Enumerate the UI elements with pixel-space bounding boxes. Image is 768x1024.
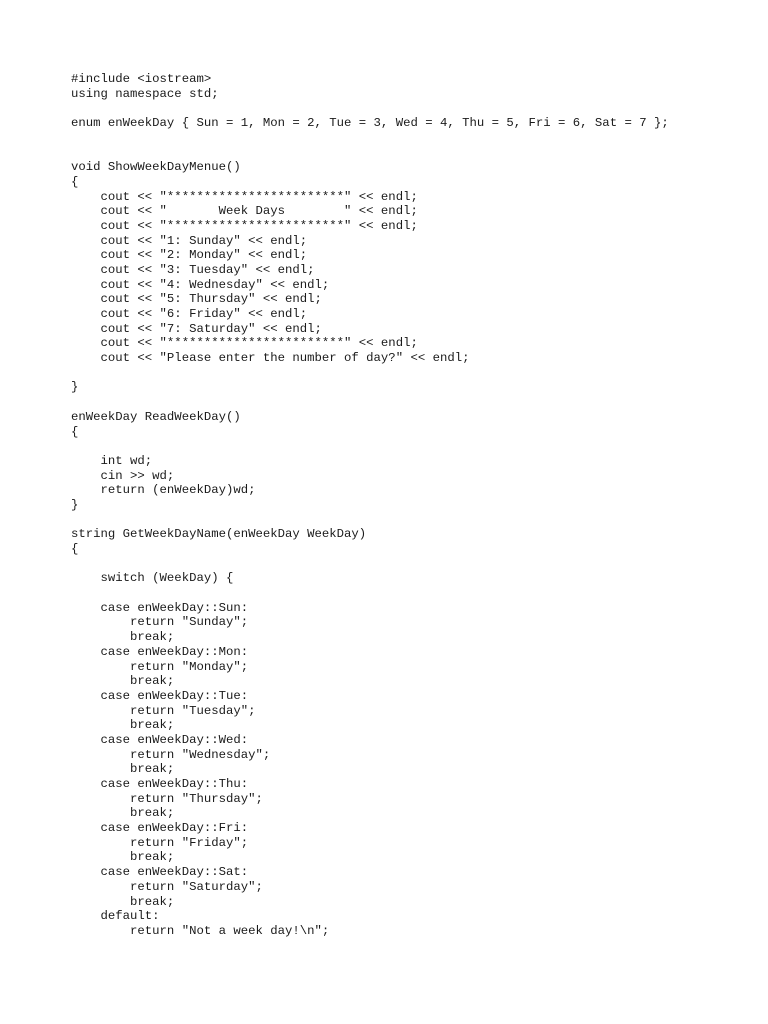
code-line: break; xyxy=(71,762,175,777)
code-line: enum enWeekDay { Sun = 1, Mon = 2, Tue = 3, Wed = 4, Thu = 5, Fri = 6, Sat = 7 }; xyxy=(71,116,669,131)
code-line: { xyxy=(71,174,79,189)
code-line: cout << "3: Tuesday" << endl; xyxy=(71,262,315,277)
code-line: break; xyxy=(71,806,175,821)
code-line: case enWeekDay::Thu: xyxy=(71,777,249,791)
code-line: cout << "2: Monday" << endl; xyxy=(71,248,308,263)
code-line: case enWeekDay::Wed: xyxy=(71,732,249,747)
code-line: cout << "7: Saturday" << endl; xyxy=(71,321,322,336)
code-line: case enWeekDay::Sat: xyxy=(71,865,249,880)
code-line: void ShowWeekDayMenue() xyxy=(71,160,241,175)
code-line: cout << "1: Sunday" << endl; xyxy=(71,233,308,248)
code-line: break; xyxy=(71,674,175,689)
code-line xyxy=(71,395,669,410)
code-line: case enWeekDay::Mon: xyxy=(71,644,249,659)
code-line: cout << "************************" << endl; xyxy=(71,218,418,233)
code-line: cout << "Please enter the number of day?" << endl; xyxy=(71,351,470,366)
code-line: return "Tuesday"; xyxy=(71,703,256,718)
code-line xyxy=(71,513,669,528)
code-line: return "Saturday"; xyxy=(71,879,263,894)
code-line: enWeekDay ReadWeekDay() xyxy=(71,409,241,424)
code-line: cout << "************************" << endl; xyxy=(71,189,418,204)
code-line: string GetWeekDayName(enWeekDay WeekDay) xyxy=(71,527,367,542)
code-line: } xyxy=(71,497,79,512)
code-line: return "Friday"; xyxy=(71,835,249,850)
code-line xyxy=(71,145,669,160)
code-line: return "Thursday"; xyxy=(71,791,263,806)
code-line xyxy=(71,131,669,146)
code-line: cout << "6: Friday" << endl; xyxy=(71,307,308,321)
code-line: cin >> wd; xyxy=(71,468,175,483)
code-line xyxy=(71,101,669,116)
code-line xyxy=(71,439,669,454)
code-line: int wd; xyxy=(71,453,153,468)
code-line: { xyxy=(71,542,79,556)
code-line: break; xyxy=(71,850,175,865)
code-line: cout << "************************" << endl; xyxy=(71,336,418,351)
code-line: using namespace std; xyxy=(71,86,219,101)
code-line: return "Monday"; xyxy=(71,659,249,674)
code-line xyxy=(71,557,669,572)
code-line xyxy=(71,586,669,601)
code-line: case enWeekDay::Sun: xyxy=(71,600,249,615)
code-line: return (enWeekDay)wd; xyxy=(71,483,256,498)
code-line: switch (WeekDay) { xyxy=(71,571,234,586)
code-line: cout << "4: Wednesday" << endl; xyxy=(71,277,330,292)
code-line: case enWeekDay::Tue: xyxy=(71,688,249,703)
code-line: default: xyxy=(71,909,160,924)
code-line xyxy=(71,366,669,381)
code-line: break; xyxy=(71,894,175,909)
code-line: case enWeekDay::Fri: xyxy=(71,821,249,836)
code-line: } xyxy=(71,380,79,395)
code-line: #include <iostream> xyxy=(71,72,212,86)
code-line: break; xyxy=(71,630,175,645)
code-line: cout << "5: Thursday" << endl; xyxy=(71,292,322,307)
code-line: return "Not a week day!\n"; xyxy=(71,923,330,938)
code-line: return "Wednesday"; xyxy=(71,747,271,762)
code-line: { xyxy=(71,424,79,439)
code-block xyxy=(71,72,669,939)
code-line: return "Sunday"; xyxy=(71,615,249,630)
code-line: break; xyxy=(71,718,175,733)
code-line: cout << " Week Days " << endl; xyxy=(71,204,418,219)
